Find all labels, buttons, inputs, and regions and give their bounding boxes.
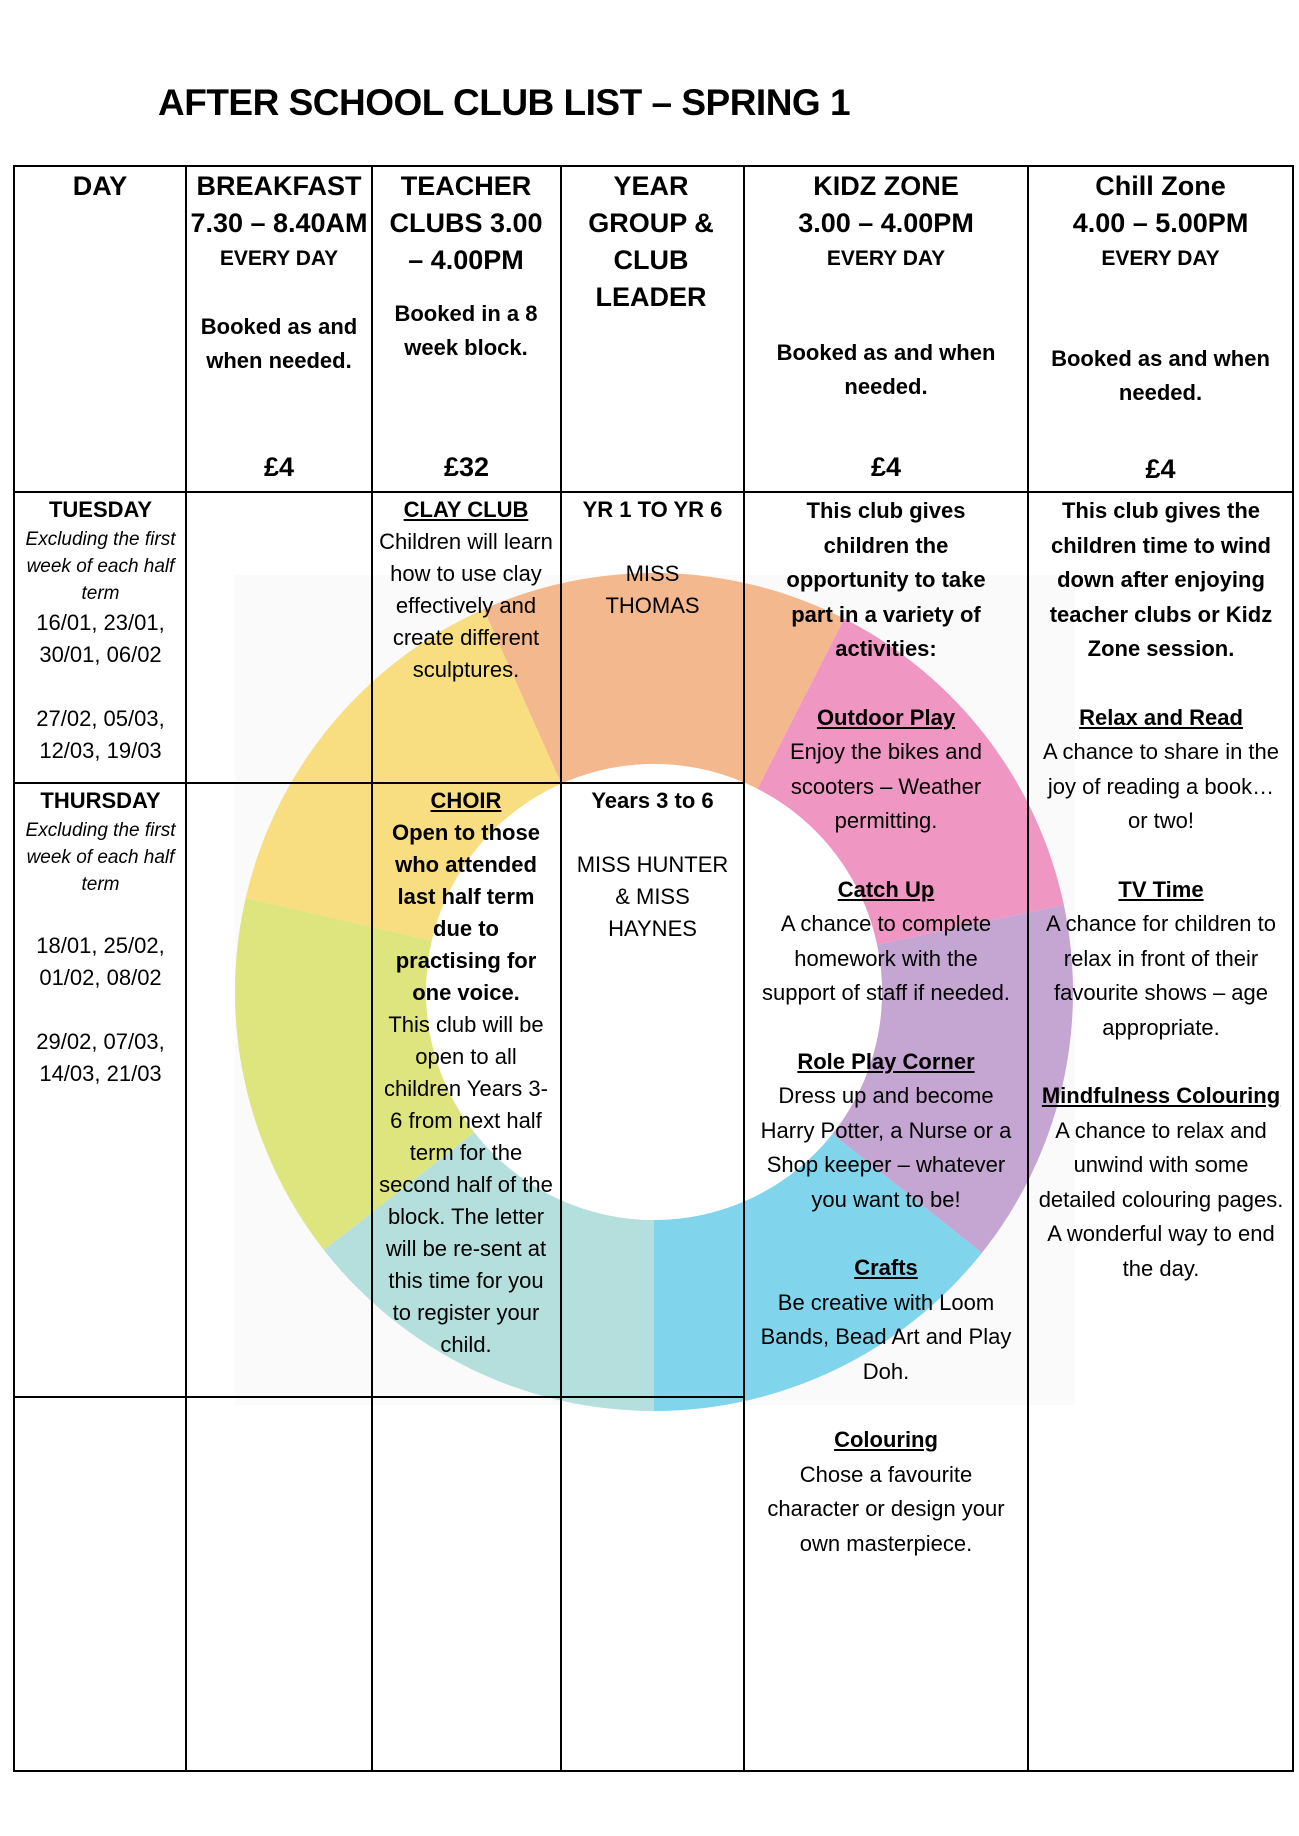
row-divider <box>14 1396 744 1398</box>
kidz-price: £4 <box>870 452 902 482</box>
thursday-club-leader: MISS HUNTER & MISS HAYNES <box>576 852 729 941</box>
header-teacher-clubs <box>380 168 552 365</box>
teacher-clubs-title: TEACHER CLUBS 3.00 – 4.00PM <box>389 171 543 275</box>
choir-title: CHOIR <box>430 788 502 813</box>
activity-item <box>755 873 1017 1011</box>
choir-cell <box>378 785 554 1361</box>
choir-requirement: Open to those who attended last half term due to practising for one voice. <box>392 820 540 1005</box>
col-divider <box>371 165 373 1772</box>
header-kidz-zone <box>745 168 1027 404</box>
header-breakfast <box>190 168 368 378</box>
activity-item <box>1036 873 1286 1046</box>
header-divider <box>14 491 1294 493</box>
col-divider <box>13 165 15 1772</box>
tuesday-day-cell <box>22 494 179 767</box>
tuesday-club-leader: MISS THOMAS <box>605 561 700 618</box>
teacher-clubs-booking: Booked in a 8 week block. <box>394 301 538 360</box>
kidz-frequency: EVERY DAY <box>826 247 946 270</box>
header-year-group: YEAR GROUP & CLUB LEADER <box>588 171 714 312</box>
thursday-year-group: Years 3 to 6 <box>591 788 714 813</box>
col-divider <box>185 165 187 1772</box>
activity-title: Mindfulness Colouring <box>1041 1083 1281 1108</box>
breakfast-price: £4 <box>263 452 295 482</box>
choir-description: This club will be open to all children Years 3-6 from next half term for the second half of the block. The letter will be re-sent at this time for you to register your child. <box>379 1012 553 1357</box>
breakfast-frequency: EVERY DAY <box>219 247 339 270</box>
activity-description: Enjoy the bikes and scooters – Weather permitting. <box>789 739 983 833</box>
col-divider <box>1292 165 1294 1772</box>
teacher-clubs-price: £32 <box>443 452 490 482</box>
thursday-year-cell <box>565 785 740 945</box>
activity-item <box>1036 701 1286 839</box>
chill-booking: Booked as and when needed. <box>1051 346 1270 405</box>
col-divider <box>743 165 745 1772</box>
tuesday-label: TUESDAY <box>48 497 153 522</box>
thursday-dates-1: 18/01, 25/02, 01/02, 08/02 <box>36 933 165 990</box>
activity-title: Colouring <box>834 1427 938 1452</box>
table-border-bottom <box>14 1770 1294 1772</box>
tuesday-year-group: YR 1 TO YR 6 <box>582 497 723 522</box>
thursday-note: Excluding the first week of each half term <box>25 820 176 895</box>
activity-description: A chance to share in the joy of reading a book… or two! <box>1042 739 1280 833</box>
activity-item <box>755 1251 1017 1389</box>
row-divider <box>14 782 744 784</box>
activity-title: Crafts <box>854 1255 918 1280</box>
activity-item <box>1036 1079 1286 1286</box>
kidz-intro: This club gives children the opportunity to take part in a variety of activities: <box>786 498 986 661</box>
activity-item <box>755 1423 1017 1561</box>
col-divider <box>560 165 562 1772</box>
activity-description: Chose a favourite character or design your own masterpiece. <box>767 1461 1005 1556</box>
clay-club-title: CLAY CLUB <box>403 497 529 522</box>
thursday-day-cell <box>22 785 179 1090</box>
kidz-booking: Booked as and when needed. <box>776 340 996 399</box>
activity-title: Role Play Corner <box>797 1048 975 1074</box>
thursday-dates-2: 29/02, 07/03, 14/03, 21/03 <box>36 1029 165 1086</box>
tuesday-note: Excluding the first week of each half term <box>25 529 176 604</box>
activity-description: Dress up and become Harry Potter, a Nurse or a Shop keeper – whatever you want to be! <box>760 1083 1012 1212</box>
chill-intro: This club gives the children time to wind down after enjoying teacher clubs or Kidz Zone session. <box>1049 498 1273 661</box>
header-day: DAY <box>72 171 128 201</box>
breakfast-title: BREAKFAST 7.30 – 8.40AM <box>190 171 368 238</box>
breakfast-booking: Booked as and when needed. <box>200 314 358 373</box>
activity-title: Outdoor Play <box>816 704 956 730</box>
kidz-zone-cell <box>755 494 1017 1561</box>
activity-description: A chance to complete homework with the support of staff if needed. <box>762 911 1010 1005</box>
chill-time: 4.00 – 5.00PM <box>1072 208 1249 238</box>
thursday-label: THURSDAY <box>40 788 161 813</box>
activity-title: Catch Up <box>837 876 935 902</box>
clay-club-description: Children will learn how to use clay effectively and create different sculptures. <box>379 529 553 682</box>
activity-description: A chance to relax and unwind with some detailed colouring pages. A wonderful way to end the day. <box>1038 1117 1284 1281</box>
chill-title: Chill Zone <box>1095 171 1226 201</box>
tuesday-dates-2: 27/02, 05/03, 12/03, 19/03 <box>36 706 165 763</box>
activity-item <box>755 701 1017 839</box>
kidz-time: 3.00 – 4.00PM <box>798 208 974 238</box>
kidz-title: KIDZ ZONE <box>813 171 959 201</box>
chill-price: £4 <box>1145 454 1176 484</box>
clay-club-cell <box>378 494 554 686</box>
activity-description: A chance for children to relax in front of their favourite shows – age appropriate. <box>1046 911 1276 1040</box>
table-border-top <box>14 165 1294 167</box>
activity-description: Be creative with Loom Bands, Bead Art and Play Doh. <box>760 1289 1012 1384</box>
chill-frequency: EVERY DAY <box>1101 247 1220 270</box>
activity-title: TV Time <box>1118 876 1204 902</box>
activity-title: Relax and Read <box>1079 704 1243 730</box>
page-title: AFTER SCHOOL CLUB LIST – SPRING 1 <box>158 82 851 123</box>
tuesday-dates-1: 16/01, 23/01, 30/01, 06/02 <box>36 610 165 667</box>
chill-zone-cell <box>1036 494 1286 1286</box>
tuesday-year-cell <box>565 494 740 622</box>
activity-item <box>755 1045 1017 1218</box>
header-chill-zone <box>1029 168 1292 410</box>
